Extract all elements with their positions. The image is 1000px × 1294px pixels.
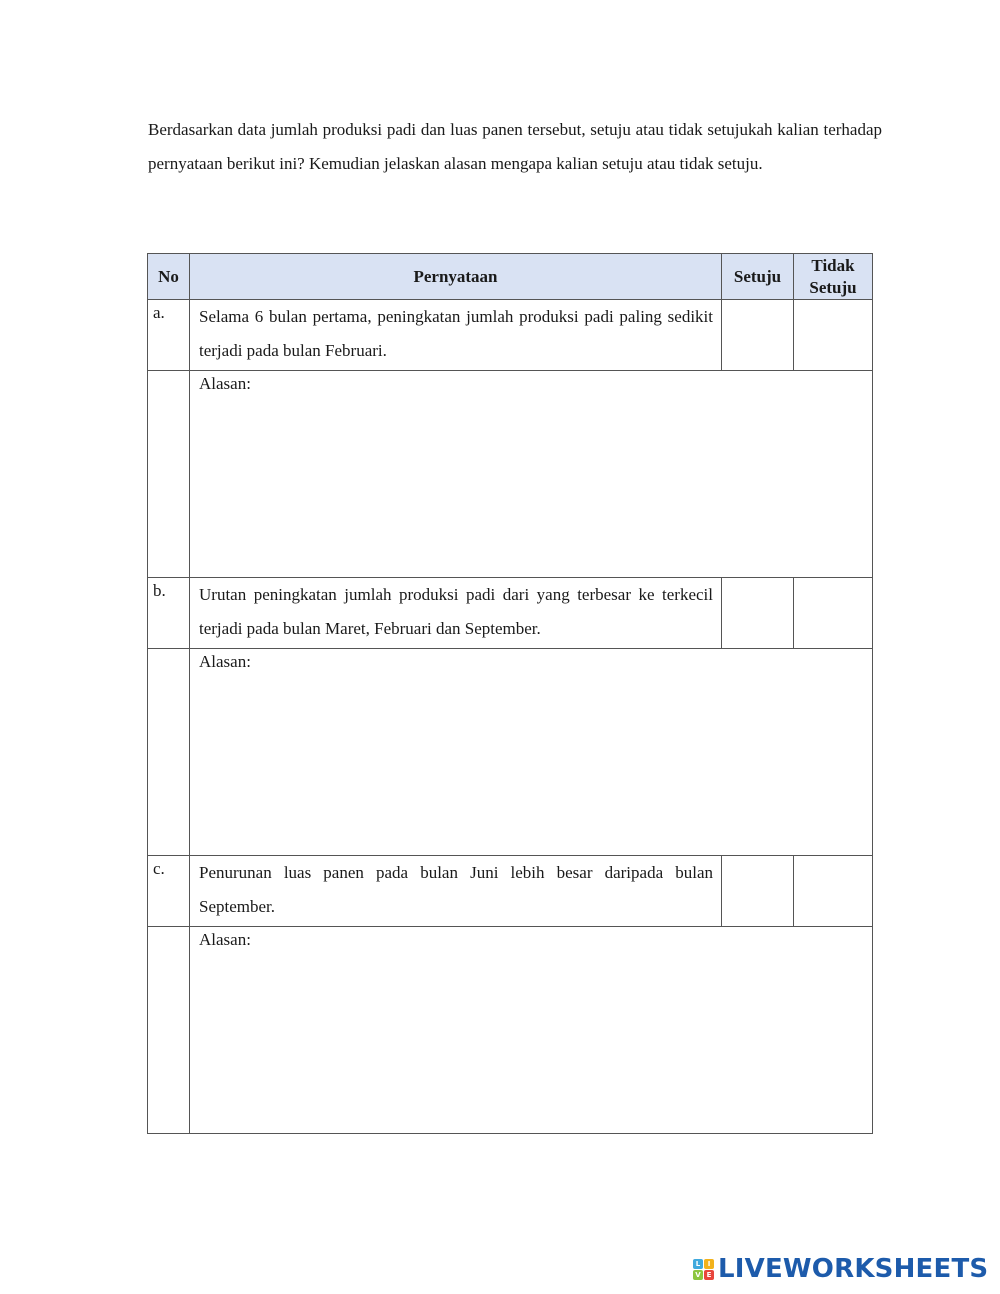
header-no: No [148, 254, 190, 300]
statement-table [147, 253, 873, 1134]
header-statement: Pernyataan [190, 254, 722, 300]
reason-spacer-cell [148, 371, 190, 578]
logo-mark-i: I [704, 1259, 714, 1269]
logo-mark-v: V [693, 1270, 703, 1280]
reason-cell[interactable] [190, 927, 873, 1134]
header-disagree-line1: Tidak [811, 255, 855, 275]
table-header-row [148, 254, 873, 300]
table-row [148, 578, 873, 649]
liveworksheets-logo [693, 1253, 988, 1285]
header-agree: Setuju [722, 254, 794, 300]
disagree-cell[interactable] [794, 856, 873, 927]
disagree-cell[interactable] [794, 300, 873, 371]
table-row [148, 856, 873, 927]
header-disagree [794, 254, 873, 300]
reason-cell[interactable] [190, 371, 873, 578]
reason-spacer-cell [148, 649, 190, 856]
instruction-paragraph: Berdasarkan data jumlah produksi padi dan luas panen tersebut, setuju atau tidak setujukah kalian terhadap pernyataan berikut ini? Kemudian jelaskan alasan mengapa kalian setuju atau tidak setuju. [148, 120, 882, 173]
logo-mark-e: E [704, 1270, 714, 1280]
logo-text: LIVEWORKSHEETS [718, 1254, 989, 1284]
reason-label: Alasan: [199, 652, 251, 671]
table-row [148, 300, 873, 371]
logo-mark-icon [693, 1259, 714, 1280]
header-disagree-line2: Setuju [809, 277, 857, 297]
reason-cell[interactable] [190, 649, 873, 856]
statement-text: Urutan peningkatan jumlah produksi padi dari yang terbesar ke terkecil terjadi pada bulan Maret, Februari dan September. [190, 578, 722, 649]
agree-cell[interactable] [722, 578, 794, 649]
statement-text: Penurunan luas panen pada bulan Juni lebih besar daripada bulan September. [190, 856, 722, 927]
reason-label: Alasan: [199, 374, 251, 393]
row-number: c. [148, 856, 190, 927]
disagree-cell[interactable] [794, 578, 873, 649]
row-number: a. [148, 300, 190, 371]
reason-row [148, 927, 873, 1134]
reason-row [148, 649, 873, 856]
row-number: b. [148, 578, 190, 649]
statement-text: Selama 6 bulan pertama, peningkatan jumlah produksi padi paling sedikit terjadi pada bulan Februari. [190, 300, 722, 371]
agree-cell[interactable] [722, 856, 794, 927]
reason-label: Alasan: [199, 930, 251, 949]
reason-row [148, 371, 873, 578]
reason-spacer-cell [148, 927, 190, 1134]
agree-cell[interactable] [722, 300, 794, 371]
logo-mark-l: L [693, 1259, 703, 1269]
